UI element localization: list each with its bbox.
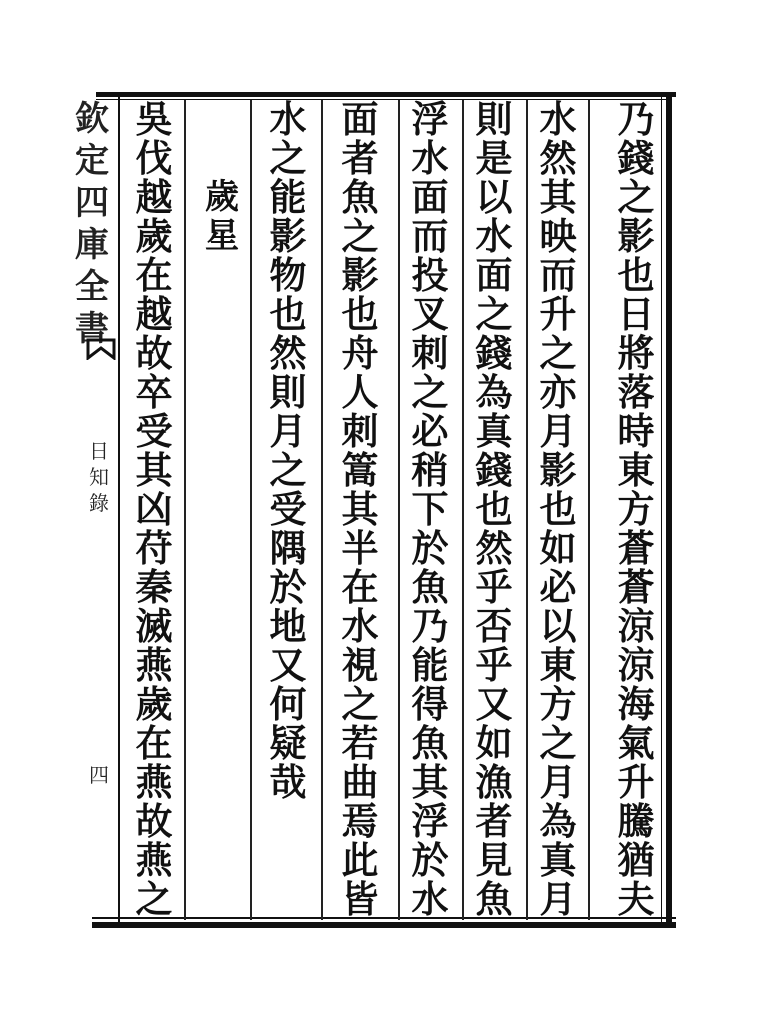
margin-collection-title	[70, 98, 114, 350]
text-character: 漁	[475, 760, 513, 804]
text-character: 乃	[411, 604, 449, 648]
text-character: 方	[617, 487, 655, 531]
text-character: 在	[135, 253, 173, 297]
text-character: 水	[475, 214, 513, 258]
text-character: 吳	[135, 97, 173, 141]
text-character: 月	[539, 877, 577, 921]
text-character: 叉	[411, 292, 449, 336]
text-column-1	[610, 97, 662, 921]
margin-book-title	[84, 438, 114, 516]
margin-character: 全	[75, 267, 109, 307]
text-character: 魚	[411, 565, 449, 609]
text-character: 真	[475, 409, 513, 453]
text-character: 人	[341, 370, 379, 414]
text-character: 魚	[411, 721, 449, 765]
text-character: 苻	[135, 526, 173, 570]
text-character: 其	[411, 760, 449, 804]
column-divider	[184, 100, 186, 920]
text-character: 也	[269, 292, 307, 336]
text-character: 水	[269, 97, 307, 141]
column-divider	[321, 100, 323, 920]
text-character: 越	[135, 175, 173, 219]
text-character: 於	[269, 565, 307, 609]
text-character: 水	[539, 97, 577, 141]
text-character: 以	[475, 175, 513, 219]
text-character: 月	[539, 409, 577, 453]
text-character: 故	[135, 331, 173, 375]
text-character: 皆	[341, 877, 379, 921]
text-character: 舟	[341, 331, 379, 375]
text-character: 涼	[617, 604, 655, 648]
text-character: 燕	[135, 838, 173, 882]
text-character: 歲	[205, 177, 239, 217]
text-character: 歲	[135, 214, 173, 258]
text-character: 此	[341, 838, 379, 882]
text-character: 之	[617, 175, 655, 219]
text-character: 也	[341, 292, 379, 336]
text-character: 為	[539, 799, 577, 843]
text-character: 東	[539, 643, 577, 687]
text-character: 以	[539, 604, 577, 648]
text-character: 將	[617, 331, 655, 375]
column-divider	[462, 100, 464, 920]
frame-bottom-rule	[92, 922, 676, 928]
text-character: 如	[539, 526, 577, 570]
text-character: 夫	[617, 877, 655, 921]
text-character: 魚	[475, 877, 513, 921]
text-character: 能	[269, 175, 307, 219]
text-character: 升	[539, 292, 577, 336]
text-character: 者	[475, 799, 513, 843]
column-divider	[398, 100, 400, 920]
text-character: 又	[475, 682, 513, 726]
text-character: 則	[269, 370, 307, 414]
text-character: 見	[475, 838, 513, 882]
text-column-5	[334, 97, 386, 921]
text-character: 面	[475, 253, 513, 297]
text-character: 真	[539, 838, 577, 882]
text-character: 蒼	[617, 565, 655, 609]
text-character: 越	[135, 292, 173, 336]
text-character: 滅	[135, 604, 173, 648]
text-character: 者	[341, 136, 379, 180]
text-character: 隅	[269, 526, 307, 570]
margin-character: 欽	[75, 99, 109, 139]
margin-character: 定	[75, 141, 109, 181]
text-character: 其	[539, 175, 577, 219]
text-character: 月	[269, 409, 307, 453]
text-character: 星	[205, 216, 239, 256]
text-character: 方	[539, 682, 577, 726]
text-character: 錢	[475, 448, 513, 492]
text-character: 氣	[617, 721, 655, 765]
text-character: 必	[539, 565, 577, 609]
text-character: 否	[475, 604, 513, 648]
text-character: 其	[341, 487, 379, 531]
text-character: 之	[539, 331, 577, 375]
text-character: 落	[617, 370, 655, 414]
text-character: 浮	[411, 97, 449, 141]
text-character: 投	[411, 253, 449, 297]
text-character: 影	[617, 214, 655, 258]
text-character: 若	[341, 721, 379, 765]
text-character: 水	[341, 604, 379, 648]
text-character: 水	[411, 877, 449, 921]
text-character: 篙	[341, 448, 379, 492]
column-divider	[250, 100, 252, 920]
margin-character: 庫	[75, 225, 109, 265]
text-character: 之	[411, 370, 449, 414]
text-character: 而	[411, 214, 449, 258]
text-character: 之	[269, 136, 307, 180]
text-character: 影	[269, 214, 307, 258]
text-character: 映	[539, 214, 577, 258]
section-heading-column	[196, 178, 248, 998]
text-character: 乎	[475, 643, 513, 687]
text-character: 半	[341, 526, 379, 570]
text-character: 浮	[411, 799, 449, 843]
text-character: 又	[269, 643, 307, 687]
text-character: 秦	[135, 565, 173, 609]
text-character: 是	[475, 136, 513, 180]
text-column-8	[128, 97, 180, 921]
text-character: 海	[617, 682, 655, 726]
text-character: 故	[135, 799, 173, 843]
text-character: 月	[539, 760, 577, 804]
fish-tail-mark-icon	[86, 338, 116, 360]
text-character: 水	[411, 136, 449, 180]
text-column-2	[532, 97, 584, 921]
text-character: 乃	[617, 97, 655, 141]
text-character: 然	[539, 136, 577, 180]
text-character: 然	[475, 526, 513, 570]
text-character: 視	[341, 643, 379, 687]
text-character: 錢	[475, 331, 513, 375]
frame-right-rule	[666, 92, 672, 928]
text-character: 也	[475, 487, 513, 531]
margin-character: 四	[75, 183, 109, 223]
text-character: 歲	[135, 682, 173, 726]
text-character: 涼	[617, 643, 655, 687]
text-character: 魚	[341, 175, 379, 219]
text-character: 必	[411, 409, 449, 453]
text-character: 東	[617, 448, 655, 492]
text-character: 刺	[411, 331, 449, 375]
text-character: 下	[411, 487, 449, 531]
text-character: 升	[617, 760, 655, 804]
text-character: 燕	[135, 643, 173, 687]
text-character: 面	[341, 97, 379, 141]
text-character: 之	[539, 721, 577, 765]
text-column-3	[468, 97, 520, 921]
text-character: 日	[617, 292, 655, 336]
text-character: 影	[341, 253, 379, 297]
text-character: 之	[341, 682, 379, 726]
margin-character: 日	[89, 439, 109, 463]
text-character: 在	[341, 565, 379, 609]
text-character: 時	[617, 409, 655, 453]
text-character: 刺	[341, 409, 379, 453]
text-character: 乎	[475, 565, 513, 609]
text-character: 疑	[269, 721, 307, 765]
column-divider	[588, 100, 590, 920]
margin-character: 書	[75, 309, 109, 349]
text-character: 受	[269, 487, 307, 531]
frame-top-rule	[96, 92, 676, 97]
text-character: 蒼	[617, 526, 655, 570]
text-character: 哉	[269, 760, 307, 804]
text-character: 於	[411, 526, 449, 570]
margin-character: 錄	[89, 491, 109, 515]
column-divider	[526, 100, 528, 920]
text-character: 也	[617, 253, 655, 297]
text-character: 曲	[341, 760, 379, 804]
text-character: 物	[269, 253, 307, 297]
text-character: 在	[135, 721, 173, 765]
frame-left-rule	[118, 96, 120, 922]
text-character: 之	[135, 877, 173, 921]
text-character: 地	[269, 604, 307, 648]
text-character: 騰	[617, 799, 655, 843]
text-character: 之	[341, 214, 379, 258]
text-character: 之	[269, 448, 307, 492]
text-character: 凶	[135, 487, 173, 531]
text-character: 為	[475, 370, 513, 414]
text-character: 何	[269, 682, 307, 726]
text-character: 則	[475, 97, 513, 141]
text-character: 面	[411, 175, 449, 219]
text-character: 卒	[135, 370, 173, 414]
text-character: 之	[475, 292, 513, 336]
text-character: 然	[269, 331, 307, 375]
text-character: 焉	[341, 799, 379, 843]
text-character: 影	[539, 448, 577, 492]
text-character: 稍	[411, 448, 449, 492]
text-character: 能	[411, 643, 449, 687]
text-character: 其	[135, 448, 173, 492]
text-character: 也	[539, 487, 577, 531]
text-character: 於	[411, 838, 449, 882]
text-character: 得	[411, 682, 449, 726]
text-character: 亦	[539, 370, 577, 414]
margin-character: 知	[89, 465, 109, 489]
text-character: 伐	[135, 136, 173, 180]
text-column-6	[262, 97, 314, 920]
text-character: 如	[475, 721, 513, 765]
text-character: 燕	[135, 760, 173, 804]
text-character: 而	[539, 253, 577, 297]
margin-page-number: 四	[89, 763, 109, 787]
text-character: 猶	[617, 838, 655, 882]
text-character: 錢	[617, 136, 655, 180]
text-column-4	[404, 97, 456, 921]
text-character: 受	[135, 409, 173, 453]
